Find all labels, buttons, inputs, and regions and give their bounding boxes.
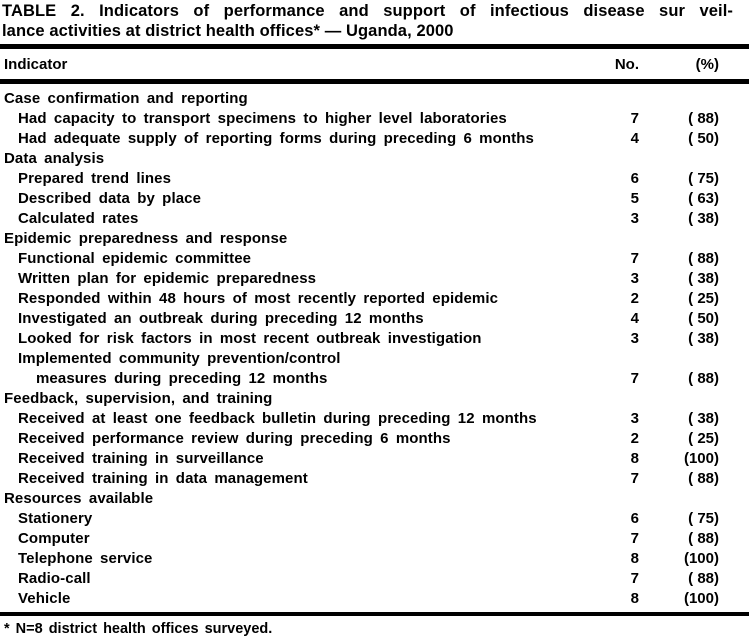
row-pct: ( 88)	[688, 110, 719, 127]
section-header	[0, 89, 749, 109]
table-row	[0, 469, 749, 489]
row-pct: ( 25)	[688, 430, 719, 447]
section-header	[0, 229, 749, 249]
table-title	[0, 0, 749, 44]
row-label: Prepared trend lines	[18, 170, 172, 187]
row-label: Looked for risk factors in most recent outbreak investigation	[18, 330, 482, 347]
row-no: 7	[630, 110, 639, 127]
row-label: Computer	[18, 530, 90, 547]
row-pct: ( 38)	[688, 330, 719, 347]
table-row	[0, 209, 749, 229]
table-row	[0, 169, 749, 189]
table-row	[0, 349, 749, 369]
section-header-label: Epidemic preparedness and response	[4, 230, 288, 247]
table-row	[0, 109, 749, 129]
table-title-line2: lance activities at district health offices* — Uganda, 2000	[2, 22, 454, 40]
row-pct: ( 38)	[688, 410, 719, 427]
column-header-indicator: Indicator	[4, 56, 68, 73]
row-label: Stationery	[18, 510, 93, 527]
table-row	[0, 249, 749, 269]
row-pct: ( 63)	[688, 190, 719, 207]
section-header-label: Case confirmation and reporting	[4, 90, 248, 107]
row-pct: ( 88)	[688, 470, 719, 487]
row-no: 4	[630, 130, 639, 147]
row-label: Investigated an outbreak during preceding 12 months	[18, 310, 424, 327]
row-pct: ( 88)	[688, 370, 719, 387]
row-label: measures during preceding 12 months	[36, 370, 328, 387]
row-no: 3	[630, 270, 639, 287]
table-row	[0, 429, 749, 449]
row-no: 5	[630, 190, 639, 207]
table-row	[0, 129, 749, 149]
row-label: Had adequate supply of reporting forms during preceding 6 months	[18, 130, 534, 147]
footnote: * N=8 district health offices surveyed.	[4, 621, 273, 637]
table-row	[0, 509, 749, 529]
row-no: 7	[630, 470, 639, 487]
row-label: Received training in data management	[18, 470, 308, 487]
row-label: Radio-call	[18, 570, 91, 587]
row-label: Received performance review during preceding 6 months	[18, 430, 451, 447]
row-pct: (100)	[683, 550, 719, 567]
column-header-pct: (%)	[695, 56, 719, 73]
section-header	[0, 149, 749, 169]
row-no: 2	[630, 430, 639, 447]
column-header-row	[0, 49, 749, 79]
table-row-continuation	[0, 369, 749, 389]
row-pct: ( 50)	[688, 130, 719, 147]
row-no: 3	[630, 410, 639, 427]
row-label: Functional epidemic committee	[18, 250, 252, 267]
row-label: Telephone service	[18, 550, 153, 567]
section-header-label: Feedback, supervision, and training	[4, 390, 273, 407]
section-header-label: Resources available	[4, 490, 154, 507]
table-row	[0, 589, 749, 609]
table-row	[0, 309, 749, 329]
row-label: Written plan for epidemic preparedness	[18, 270, 317, 287]
row-pct: ( 88)	[688, 530, 719, 547]
row-label: Had capacity to transport specimens to higher level laboratories	[18, 110, 507, 127]
row-no: 8	[630, 590, 639, 607]
row-label: Implemented community prevention/control	[18, 350, 341, 367]
table-row	[0, 569, 749, 589]
table-row	[0, 189, 749, 209]
row-no: 3	[630, 330, 639, 347]
row-no: 8	[630, 450, 639, 467]
section-header	[0, 489, 749, 509]
section-header-label: Data analysis	[4, 150, 105, 167]
row-pct: ( 88)	[688, 570, 719, 587]
row-no: 6	[630, 510, 639, 527]
section-header	[0, 389, 749, 409]
row-pct: ( 88)	[688, 250, 719, 267]
row-label: Calculated rates	[18, 210, 139, 227]
row-pct: ( 38)	[688, 270, 719, 287]
row-no: 7	[630, 530, 639, 547]
table-row	[0, 449, 749, 469]
table-row	[0, 289, 749, 309]
table-body	[0, 84, 749, 612]
row-pct: ( 75)	[688, 510, 719, 527]
row-no: 7	[630, 370, 639, 387]
row-pct: (100)	[683, 450, 719, 467]
table-row	[0, 329, 749, 349]
row-label: Described data by place	[18, 190, 202, 207]
row-label: Received at least one feedback bulletin during preceding 12 months	[18, 410, 537, 427]
table-row	[0, 529, 749, 549]
row-pct: (100)	[683, 590, 719, 607]
row-label: Responded within 48 hours of most recently reported epidemic	[18, 290, 499, 307]
row-no: 8	[630, 550, 639, 567]
row-no: 2	[630, 290, 639, 307]
row-no: 7	[630, 250, 639, 267]
row-pct: ( 38)	[688, 210, 719, 227]
table-row	[0, 269, 749, 289]
row-label: Received training in surveillance	[18, 450, 264, 467]
row-label: Vehicle	[18, 590, 71, 607]
row-pct: ( 25)	[688, 290, 719, 307]
table-row	[0, 549, 749, 569]
column-header-no: No.	[614, 56, 639, 73]
row-pct: ( 50)	[688, 310, 719, 327]
table-title-line1: TABLE 2. Indicators of performance and support of infectious disease sur veil-	[2, 2, 733, 20]
row-pct: ( 75)	[688, 170, 719, 187]
row-no: 6	[630, 170, 639, 187]
row-no: 4	[630, 310, 639, 327]
row-no: 3	[630, 210, 639, 227]
table-row	[0, 409, 749, 429]
row-no: 7	[630, 570, 639, 587]
